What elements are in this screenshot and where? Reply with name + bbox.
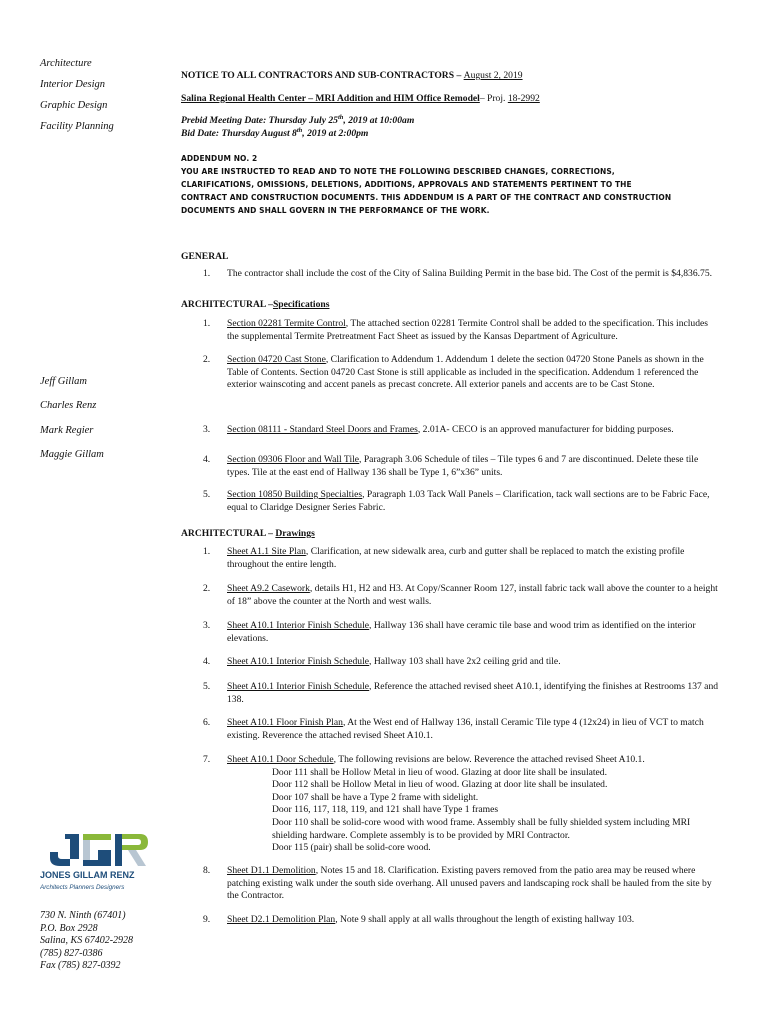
- logo-wordmark: JONES GILLAM RENZ: [40, 870, 135, 880]
- logo-tagline: Architects Planners Designers: [40, 884, 125, 891]
- specifications-heading: ARCHITECTURAL –Specifications: [181, 299, 330, 310]
- address-street: 730 N. Ninth (67401): [40, 910, 126, 921]
- address-fax: Fax (785) 827-0392: [40, 960, 121, 972]
- drawing-link[interactable]: Sheet D2.1 Demolition Plan: [227, 914, 336, 925]
- person-jeff-gillam: Jeff Gillam: [40, 376, 87, 387]
- spec-link[interactable]: Section 08111 - Standard Steel Doors and Frames: [227, 424, 418, 435]
- project-line: Salina Regional Health Center – MRI Addition and HIM Office Remodel– Proj. 18-2992: [181, 93, 540, 104]
- drawing-link[interactable]: Sheet A10.1 Door Schedule: [227, 754, 334, 765]
- service-architecture: Architecture: [40, 58, 92, 69]
- address-city: Salina, KS 67402-2928: [40, 935, 134, 947]
- drawing-link[interactable]: Sheet D1.1 Demolition: [227, 865, 316, 876]
- person-charles-renz: Charles Renz: [40, 400, 97, 411]
- service-graphic-design: Graphic Design: [40, 100, 108, 111]
- general-heading: GENERAL: [181, 251, 229, 262]
- service-facility-planning: Facility Planning: [40, 121, 114, 132]
- spec-link[interactable]: Section 02281 Termite Control: [227, 318, 346, 329]
- drawing-link[interactable]: Sheet A1.1 Site Plan: [227, 546, 306, 557]
- service-interior-design: Interior Design: [40, 79, 106, 90]
- door-revision: Door 112 shall be Hollow Metal in lieu of wood. Glazing at door lite shall be insulated.: [272, 779, 608, 791]
- drawing-link[interactable]: Sheet A10.1 Interior Finish Schedule: [227, 681, 370, 692]
- addendum-block: [181, 152, 726, 217]
- project-name: Salina Regional Health Center – MRI Addition and HIM Office Remodel: [181, 93, 480, 104]
- drawing-link[interactable]: Sheet A10.1 Interior Finish Schedule: [227, 620, 370, 631]
- drawing-link[interactable]: Sheet A10.1 Interior Finish Schedule: [227, 656, 370, 667]
- door-revision: Door 115 (pair) shall be solid-core wood.: [272, 842, 431, 854]
- drawings-heading: ARCHITECTURAL – Drawings: [181, 528, 315, 539]
- firm-logo: [40, 832, 155, 894]
- drawing-link[interactable]: Sheet A10.1 Floor Finish Plan: [227, 717, 343, 728]
- notice-heading: NOTICE TO ALL CONTRACTORS AND SUB-CONTRACTORS – August 2, 2019: [181, 70, 523, 81]
- spec-link[interactable]: Section 09306 Floor and Wall Tile: [227, 454, 360, 465]
- project-number: 18-2992: [507, 93, 540, 104]
- addendum-line: CONTRACT AND CONSTRUCTION DOCUMENTS. THIS ADDENDUM IS A PART OF THE CONTRACT AND CONSTRUCTION: [181, 192, 672, 202]
- addendum-line: DOCUMENTS AND SHALL GOVERN IN THE PERFORMANCE OF THE WORK.: [181, 205, 490, 215]
- drawing-link[interactable]: Sheet A9.2 Casework: [227, 583, 310, 594]
- address-phone: (785) 827-0386: [40, 947, 103, 959]
- door-revision: Door 107 shall be have a Type 2 frame with sidelight.: [272, 791, 479, 803]
- bid-date: Bid Date: Thursday August 8th, 2019 at 2:00pm: [181, 127, 369, 139]
- door-revision: Door 111 shall be Hollow Metal in lieu of wood. Glazing at door lite shall be insulated.: [272, 766, 608, 778]
- jgr-logo-icon: [40, 832, 155, 894]
- spec-link[interactable]: Section 04720 Cast Stone: [227, 354, 326, 365]
- notice-date: August 2, 2019: [463, 70, 523, 81]
- prebid-date: Prebid Meeting Date: Thursday July 25th, 2019 at 10:00am: [181, 114, 415, 126]
- address-po-box: P.O. Box 2928: [40, 922, 98, 934]
- firm-address: [40, 910, 133, 973]
- door-revision: Door 116, 117, 118, 119, and 121 shall have Type 1 frames: [272, 804, 499, 816]
- addendum-line: CLARIFICATIONS, OMISSIONS, DELETIONS, ADDITIONS, APPROVALS AND STATEMENTS PERTINENT TO THE: [181, 179, 632, 189]
- addendum-title: ADDENDUM NO. 2: [181, 153, 258, 163]
- spec-link[interactable]: Section 10850 Building Specialties: [227, 489, 363, 500]
- person-mark-regier: Mark Regier: [40, 425, 94, 436]
- addendum-line: YOU ARE INSTRUCTED TO READ AND TO NOTE THE FOLLOWING DESCRIBED CHANGES, CORRECTIONS,: [181, 166, 615, 176]
- person-maggie-gillam: Maggie Gillam: [40, 449, 104, 460]
- door-revision: Door 110 shall be solid-core wood with wood frame. Assembly shall be fully shielded system including MRI shielding hardware. Complete assembly is to be provided by MRI Contractor.: [272, 816, 691, 841]
